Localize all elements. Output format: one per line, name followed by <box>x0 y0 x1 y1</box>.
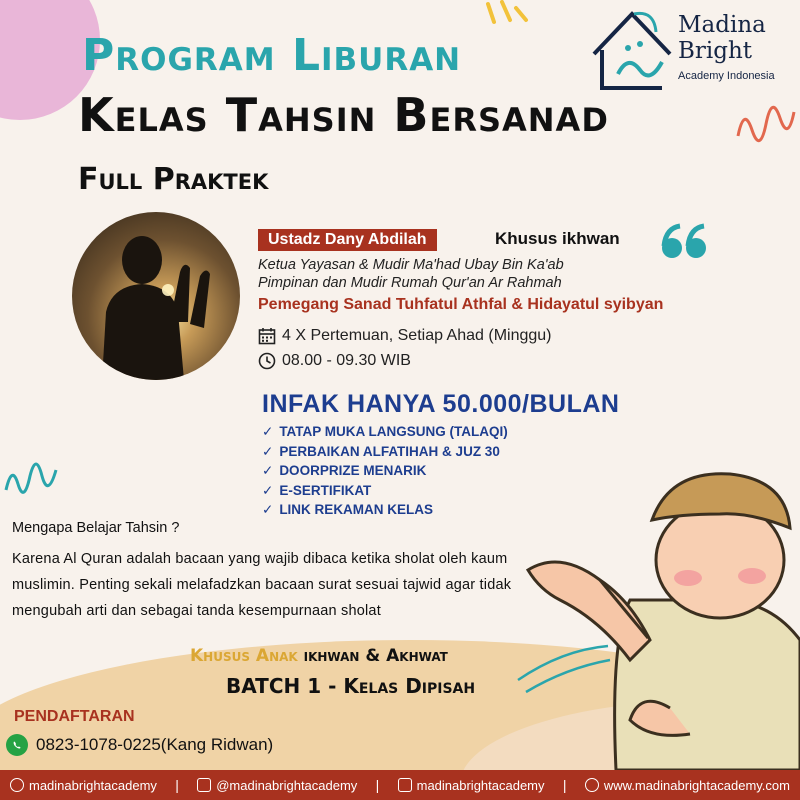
list-item: ✓ TATAP MUKA LANGSUNG (TALAQI) <box>262 424 508 439</box>
program-title: Program Liburan <box>82 30 462 81</box>
speaker-role-line2: Pimpinan dan Mudir Rumah Qur'an Ar Rahmah <box>258 275 562 291</box>
footer-facebook[interactable] <box>10 778 157 793</box>
list-item: ✓ DOORPRIZE MENARIK <box>262 463 427 478</box>
website-url: www.madinabrightacademy.com <box>603 777 790 793</box>
check-icon: ✓ <box>262 424 274 439</box>
list-item: ✓ E-SERTIFIKAT <box>262 482 372 498</box>
list-item: ✓ LINK REKAMAN KELAS <box>262 502 434 517</box>
globe-icon <box>585 778 599 792</box>
logo-name-line1: Madina <box>678 12 766 38</box>
check-icon: ✓ <box>262 463 274 478</box>
whatsapp-icon <box>6 734 28 756</box>
audience-note <box>190 646 448 666</box>
quote-mark-icon <box>660 222 712 262</box>
list-item: ✓ PERBAIKAN ALFATIHAH & JUZ 30 <box>262 443 500 459</box>
praying-boy-illustration-icon <box>520 450 800 770</box>
praying-man-photo <box>72 212 240 380</box>
facebook-icon <box>10 778 24 792</box>
footer-instagram[interactable] <box>197 778 357 793</box>
check-icon: ✓ <box>262 482 274 498</box>
praying-silhouette-icon <box>72 212 240 380</box>
batch-label: BATCH 1 - Kelas Dipisah <box>226 674 476 698</box>
registration-label: PENDAFTARAN <box>14 708 135 725</box>
youtube-handle: madinabrightacademy <box>416 777 545 793</box>
audience-note-rest: ikhwan & Akhwat <box>297 646 448 666</box>
registration-phone[interactable] <box>6 734 273 756</box>
footer-separator: | <box>175 777 179 793</box>
class-time <box>258 352 411 370</box>
infak-price: INFAK HANYA 50.000/BULAN <box>262 390 620 418</box>
instagram-icon <box>197 778 211 792</box>
footer-separator: | <box>375 777 380 793</box>
madina-bright-logo-icon <box>588 4 676 92</box>
footer-separator: | <box>562 777 567 793</box>
class-subtitle: Full Praktek <box>78 162 269 197</box>
audience-note-gold: Khusus Anak <box>190 646 298 666</box>
phone-number: 0823-1078-0225(Kang Ridwan) <box>36 735 274 754</box>
meeting-schedule <box>258 327 552 345</box>
footer-youtube[interactable] <box>398 778 545 793</box>
check-icon: ✓ <box>262 502 274 517</box>
time-text: 08.00 - 09.30 WIB <box>282 352 411 369</box>
check-icon: ✓ <box>262 443 274 459</box>
zigzag-decoration-icon <box>2 458 62 498</box>
clock-icon <box>258 352 276 370</box>
sanad-credential: Pemegang Sanad Tuhfatul Athfal & Hidayatul syibyan <box>258 296 664 313</box>
logo-subtitle: Academy Indonesia <box>678 70 775 82</box>
footer-website[interactable] <box>585 778 790 793</box>
class-title: Kelas Tahsin Bersanad <box>78 88 609 142</box>
speaker-role-line1: Ketua Yayasan & Mudir Ma'had Ubay Bin Ka'ab <box>258 257 564 273</box>
instagram-handle: @madinabrightacademy <box>216 777 358 793</box>
sparkle-lines-icon <box>480 0 530 28</box>
speaker-role <box>258 256 564 292</box>
meeting-text: 4 X Pertemuan, Setiap Ahad (Minggu) <box>282 327 552 344</box>
logo-name-line2: Bright <box>678 38 753 64</box>
benefit-list <box>262 422 508 520</box>
audience-label: Khusus ikhwan <box>495 229 620 248</box>
why-text: Karena Al Quran adalah bacaan yang wajib dibaca ketika sholat oleh kaum muslimin. Penting sekali melafadzkan bacaan surat sesuai tajwid agar tidak mengubah arti dan sebagai tanda kesempurnaan sholat <box>12 551 512 619</box>
why-title: Mengapa Belajar Tahsin ? <box>12 520 180 536</box>
calendar-icon <box>258 327 276 345</box>
logo-name <box>678 12 766 64</box>
footer-bar <box>0 770 800 800</box>
facebook-handle: madinabrightacademy <box>29 777 157 793</box>
speaker-name-badge: Ustadz Dany Abdilah <box>258 229 437 251</box>
youtube-icon <box>398 778 412 792</box>
swirl-decoration-icon <box>732 96 800 156</box>
